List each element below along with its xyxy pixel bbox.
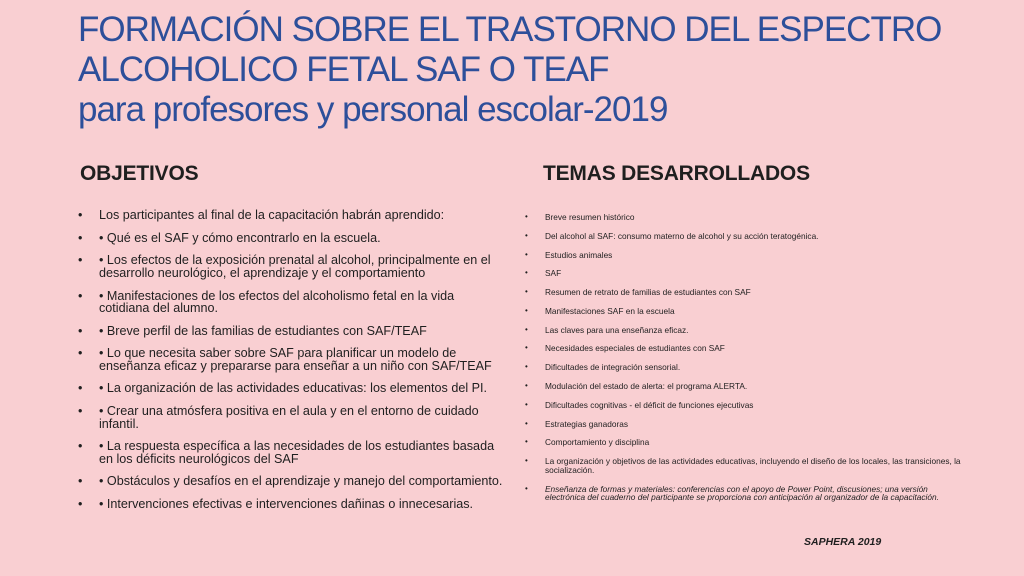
list-item-text: • Intervenciones efectivas e intervenciones dañinas o innecesarias. xyxy=(99,497,474,512)
list-item-text: • Obstáculos y desafíos en el aprendizaje y manejo del comportamiento. xyxy=(99,474,503,489)
list-item xyxy=(523,251,963,260)
list-item-text: Breve resumen histórico xyxy=(545,212,635,222)
list-item-text: • La respuesta específica a las necesidades de los estudiantes basada en los déficits neurológicos del SAF xyxy=(99,439,495,466)
bullet-icon: • xyxy=(525,483,528,493)
list-item xyxy=(78,475,508,487)
title-line-2: ALCOHOLICO FETAL SAF O TEAF xyxy=(78,50,609,89)
bullet-icon: • xyxy=(525,399,528,409)
bullet-icon: • xyxy=(78,404,83,419)
objetivos-heading: OBJETIVOS xyxy=(80,162,199,185)
list-item-text: • Manifestaciones de los efectos del alcoholismo fetal en la vida cotidiana del alumno. xyxy=(99,288,455,315)
list-item xyxy=(523,363,963,372)
list-item-text: • Breve perfil de las familias de estudiantes con SAF/TEAF xyxy=(99,323,427,338)
list-item xyxy=(78,325,508,337)
list-item xyxy=(523,438,963,447)
list-item-text: Estudios animales xyxy=(545,249,613,260)
list-item xyxy=(523,213,963,222)
bullet-icon: • xyxy=(525,249,528,259)
list-item xyxy=(78,232,508,244)
list-item-text: • La organización de las actividades educativas: los elementos del PI. xyxy=(99,381,488,396)
bullet-icon: • xyxy=(525,268,528,278)
list-item-text: Modulación del estado de alerta: el programa ALERTA. xyxy=(545,381,748,392)
list-item xyxy=(78,440,508,465)
objetivos-list xyxy=(78,209,508,521)
list-item xyxy=(523,401,963,410)
bullet-icon: • xyxy=(78,288,83,303)
bullet-icon: • xyxy=(525,437,528,447)
footer-credit: SAPHERA 2019 xyxy=(804,536,882,548)
list-item xyxy=(523,344,963,353)
title-line-3: para profesores y personal escolar-2019 xyxy=(78,90,668,129)
list-item-text: La organización y objetivos de las actividades educativas, incluyendo el diseño de los locales, las transiciones, la socialización. xyxy=(545,456,961,475)
bullet-icon: • xyxy=(78,497,83,512)
list-item xyxy=(78,382,508,394)
bullet-icon: • xyxy=(78,253,83,268)
bullet-icon: • xyxy=(525,230,528,240)
bullet-icon: • xyxy=(525,324,528,334)
bullet-icon: • xyxy=(78,208,83,222)
list-item xyxy=(523,288,963,297)
bullet-icon: • xyxy=(525,418,528,428)
list-item xyxy=(523,382,963,391)
list-item-text: Los participantes al final de la capacitación habrán aprendido: xyxy=(99,208,445,222)
bullet-icon: • xyxy=(78,230,83,245)
bullet-icon: • xyxy=(525,305,528,315)
bullet-icon: • xyxy=(525,362,528,372)
bullet-icon: • xyxy=(78,439,83,454)
bullet-icon: • xyxy=(525,343,528,353)
list-item xyxy=(78,290,508,315)
list-item-text: Manifestaciones SAF en la escuela xyxy=(545,305,675,316)
list-item xyxy=(523,269,963,278)
list-item xyxy=(523,307,963,316)
list-item-text: Comportamiento y disciplina xyxy=(545,437,650,448)
bullet-icon: • xyxy=(525,287,528,297)
list-item xyxy=(523,485,963,502)
temas-list xyxy=(523,213,963,512)
list-item xyxy=(523,457,963,474)
list-item-text: • Lo que necesita saber sobre SAF para planificar un modelo de enseñanza eficaz y prepararse para enseñar a un niño con SAF/TEAF xyxy=(99,346,492,373)
list-item-text: • Qué es el SAF y cómo encontrarlo en la escuela. xyxy=(99,230,381,245)
list-item xyxy=(78,254,508,279)
list-item xyxy=(78,209,508,221)
bullet-icon: • xyxy=(78,474,83,489)
list-item-text: Dificultades de integración sensorial. xyxy=(545,362,681,373)
bullet-icon: • xyxy=(525,456,528,466)
list-item-text: Estrategias ganadoras xyxy=(545,418,629,429)
list-item xyxy=(78,405,508,430)
list-item-text: • Los efectos de la exposición prenatal al alcohol, principalmente en el desarrollo neurológico, el aprendizaje y el comportamiento xyxy=(99,253,491,280)
list-item-text: Resumen de retrato de familias de estudiantes con SAF xyxy=(545,287,751,298)
title-line-1: FORMACIÓN SOBRE EL TRASTORNO DEL ESPECTRO xyxy=(78,10,942,49)
list-item-text: Dificultades cognitivas - el déficit de funciones ejecutivas xyxy=(545,399,754,410)
list-item-text: Enseñanza de formas y materiales: conferencias con el apoyo de Power Point, discusiones; una versión electrónica del cuaderno del participante se proporciona con anticipación al organizador de la capacitación. xyxy=(545,483,939,503)
list-item-text: SAF xyxy=(545,268,562,279)
bullet-icon: • xyxy=(525,212,528,221)
list-item-text: Del alcohol al SAF: consumo materno de alcohol y su acción teratogénica. xyxy=(545,230,819,241)
bullet-icon: • xyxy=(78,323,83,338)
list-item xyxy=(78,347,508,372)
bullet-icon: • xyxy=(78,381,83,396)
slide-title xyxy=(78,10,998,130)
list-item xyxy=(78,498,508,510)
list-item xyxy=(523,326,963,335)
list-item-text: • Crear una atmósfera positiva en el aula y en el entorno de cuidado infantil. xyxy=(99,404,479,431)
list-item-text: Las claves para una enseñanza eficaz. xyxy=(545,324,689,335)
bullet-icon: • xyxy=(525,381,528,391)
list-item xyxy=(523,420,963,429)
bullet-icon: • xyxy=(78,346,83,361)
list-item-text: Necesidades especiales de estudiantes con SAF xyxy=(545,343,725,354)
list-item xyxy=(523,232,963,241)
temas-heading: TEMAS DESARROLLADOS xyxy=(543,162,810,185)
